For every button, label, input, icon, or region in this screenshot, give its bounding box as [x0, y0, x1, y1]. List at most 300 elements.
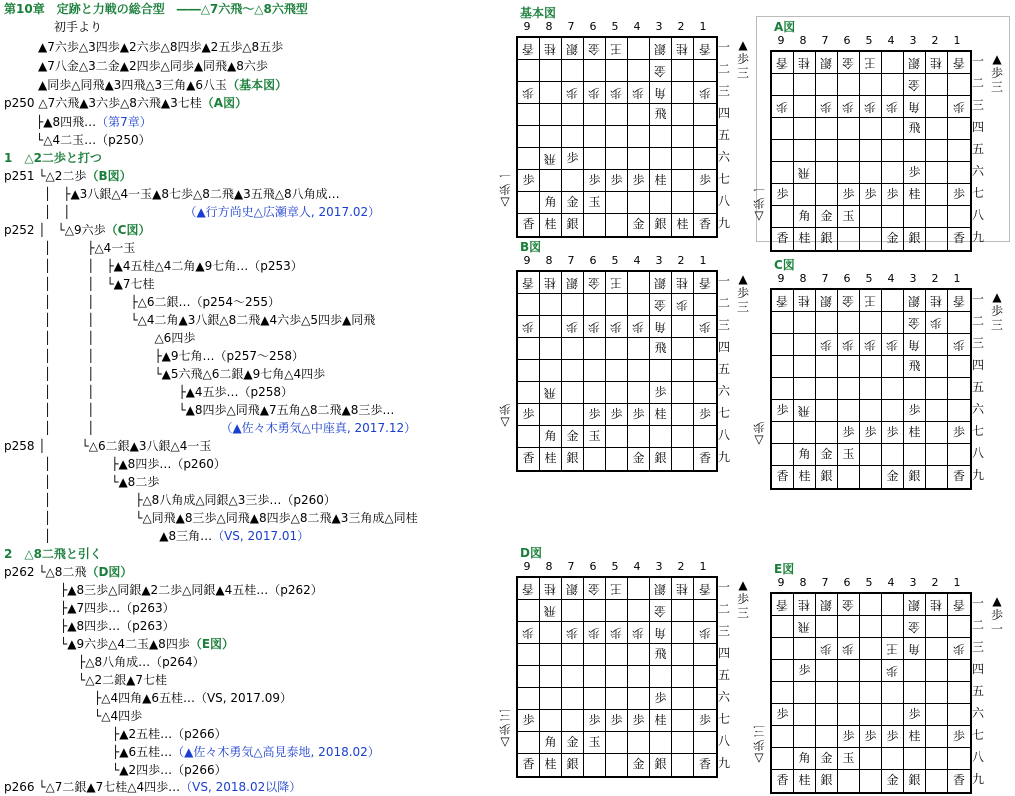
- board-square: [694, 732, 716, 754]
- board-square: [650, 82, 672, 104]
- tree-line-text: ▲7六歩△3四歩▲2六歩△8四歩▲2五歩△8五歩: [38, 40, 284, 54]
- shogi-piece: 銀: [566, 451, 579, 465]
- shogi-piece: 歩: [588, 320, 601, 334]
- board-square: [838, 228, 860, 250]
- row-label: 五: [718, 362, 731, 376]
- tree-line: [44, 509, 418, 527]
- board-square: [562, 382, 584, 404]
- row-labels: [972, 592, 984, 790]
- board-square: [606, 382, 628, 404]
- board-square: [926, 356, 948, 378]
- shogi-piece: 歩: [698, 320, 711, 334]
- board-square: [650, 148, 672, 170]
- board-square: [838, 638, 860, 660]
- gote-hand: △歩: [753, 420, 766, 448]
- column-label: 4: [887, 34, 895, 47]
- shogi-piece: 桂: [908, 425, 921, 439]
- shogi-piece: 金: [588, 42, 601, 56]
- tree-line-text: │ └▲8二歩: [44, 475, 160, 489]
- board-square: [628, 170, 650, 192]
- board-square: [860, 726, 882, 748]
- row-label: 六: [718, 384, 731, 398]
- game-ref: （▲行方尚史△広瀬章人, 2017.02）: [70, 205, 381, 219]
- board-square: [816, 594, 838, 616]
- board-square: [948, 770, 970, 792]
- board-square: [562, 272, 584, 294]
- board-square: [650, 754, 672, 776]
- column-label: 7: [821, 272, 829, 285]
- row-label: 六: [718, 690, 731, 704]
- board-square: [650, 688, 672, 710]
- board-square: [672, 578, 694, 600]
- board-square: [672, 104, 694, 126]
- tree-line-text: │ │ ├▲4五桂△4二角▲9七角…（p253）: [44, 259, 303, 273]
- board-square: [882, 290, 904, 312]
- board-square: [860, 704, 882, 726]
- board-square: [860, 74, 882, 96]
- diagram-title: E図: [774, 562, 795, 576]
- board-square: [606, 38, 628, 60]
- board-square: [816, 638, 838, 660]
- board-square: [882, 660, 904, 682]
- board-square: [518, 644, 540, 666]
- board-square: [584, 688, 606, 710]
- shogi-piece: 銀: [566, 582, 579, 596]
- shogi-piece: 桂: [544, 757, 557, 771]
- tree-line-text: └▲2四歩…（p266）: [112, 763, 227, 777]
- board-square: [860, 228, 882, 250]
- board-square: [948, 378, 970, 400]
- shogi-piece: 歩: [522, 173, 535, 187]
- column-label: 5: [611, 20, 619, 33]
- board-square: [904, 422, 926, 444]
- board-square: [672, 732, 694, 754]
- board-square: [838, 356, 860, 378]
- board-square: [540, 338, 562, 360]
- board-square: [882, 356, 904, 378]
- row-label: 二: [972, 76, 985, 90]
- board-square: [772, 770, 794, 792]
- board-square: [816, 334, 838, 356]
- board-square: [606, 754, 628, 776]
- tree-line-text: ▲7八金△3二金▲2四歩△同歩▲同飛▲8六歩: [38, 59, 268, 73]
- shogi-piece: 玉: [842, 447, 855, 461]
- row-label: 三: [972, 336, 985, 350]
- shogi-piece: 歩: [588, 407, 601, 421]
- board-square: [794, 290, 816, 312]
- shogi-piece: 歩: [610, 173, 623, 187]
- board-square: [694, 38, 716, 60]
- board-square: [904, 400, 926, 422]
- board-square: [772, 726, 794, 748]
- board-square: [540, 38, 562, 60]
- column-label: 4: [633, 254, 641, 267]
- shogi-piece: 歩: [776, 403, 789, 417]
- board-square: [562, 666, 584, 688]
- board-square: [606, 170, 628, 192]
- shogi-piece: 香: [522, 582, 535, 596]
- shogi-piece: 歩: [522, 626, 535, 640]
- tree-line: [60, 617, 175, 635]
- board-square: [794, 444, 816, 466]
- board-square: [794, 594, 816, 616]
- row-label: 三: [718, 84, 731, 98]
- board-square: [838, 444, 860, 466]
- tree-line-text: p252 │ └△9六歩: [4, 223, 106, 237]
- board-square: [794, 704, 816, 726]
- board-square: [904, 770, 926, 792]
- shogi-piece: 歩: [610, 86, 623, 100]
- board-square: [794, 466, 816, 488]
- board-square: [816, 378, 838, 400]
- board-square: [694, 148, 716, 170]
- column-label: 8: [545, 560, 553, 573]
- board-square: [904, 184, 926, 206]
- board-square: [904, 682, 926, 704]
- shogi-piece: 香: [522, 276, 535, 290]
- board-square: [672, 382, 694, 404]
- tree-line-text: ├▲2五桂…（p266）: [112, 727, 227, 741]
- board-square: [606, 316, 628, 338]
- shogi-piece: 金: [632, 757, 645, 771]
- board-square: [794, 96, 816, 118]
- shogi-piece: 歩: [522, 713, 535, 727]
- column-label: 8: [799, 272, 807, 285]
- shogi-piece: 香: [776, 598, 789, 612]
- tree-line: [44, 257, 303, 275]
- board-square: [882, 96, 904, 118]
- shogi-piece: 香: [952, 469, 965, 483]
- tree-line-text: └△2二銀▲7七桂: [78, 673, 167, 687]
- board-square: [650, 316, 672, 338]
- board-square: [904, 748, 926, 770]
- tree-line: [4, 778, 301, 796]
- board-square: [584, 404, 606, 426]
- board-square: [860, 162, 882, 184]
- board-square: [904, 74, 926, 96]
- board-square: [540, 148, 562, 170]
- board-square: [882, 162, 904, 184]
- tree-line-text: │ │ ├△6二銀…（p254～255）: [44, 295, 280, 309]
- board-square: [606, 338, 628, 360]
- board-square: [584, 754, 606, 776]
- board-square: [540, 126, 562, 148]
- shogi-piece: 歩: [908, 403, 921, 417]
- column-label: 2: [677, 20, 685, 33]
- column-label: 7: [821, 34, 829, 47]
- board-square: [926, 74, 948, 96]
- board-square: [838, 616, 860, 638]
- board-square: [672, 192, 694, 214]
- board-square: [518, 622, 540, 644]
- board-square: [882, 770, 904, 792]
- shogi-piece: 歩: [698, 407, 711, 421]
- board-square: [606, 104, 628, 126]
- board-square: [882, 638, 904, 660]
- board-square: [540, 644, 562, 666]
- tree-line-text: 1 △2二歩と打つ: [4, 151, 102, 165]
- board-square: [562, 360, 584, 382]
- column-label: 5: [865, 34, 873, 47]
- board-square: [948, 466, 970, 488]
- board-square: [860, 444, 882, 466]
- board-square: [562, 316, 584, 338]
- board-square: [606, 60, 628, 82]
- board-square: [628, 338, 650, 360]
- diagram-ref: （基本図）: [227, 78, 288, 92]
- board-square: [606, 666, 628, 688]
- board-square: [694, 126, 716, 148]
- shogi-piece: 歩: [632, 86, 645, 100]
- tree-line: [44, 365, 325, 383]
- board-square: [672, 294, 694, 316]
- shogi-piece: 飛: [544, 604, 557, 618]
- shogi-board: [770, 50, 972, 252]
- shogi-piece: 桂: [654, 713, 667, 727]
- board-square: [882, 118, 904, 140]
- shogi-piece: 桂: [798, 773, 811, 787]
- page-title: 第10章 定跡と力戦の総合型 ――△7六飛～△8六飛型: [4, 2, 308, 16]
- shogi-piece: 金: [632, 451, 645, 465]
- shogi-piece: 銀: [566, 42, 579, 56]
- shogi-piece: 歩: [842, 642, 855, 656]
- column-label: 6: [843, 576, 851, 589]
- row-label: 三: [972, 98, 985, 112]
- board-square: [860, 334, 882, 356]
- row-labels: [718, 576, 730, 774]
- shogi-piece: 桂: [908, 729, 921, 743]
- shogi-piece: 歩: [908, 165, 921, 179]
- board-square: [628, 426, 650, 448]
- shogi-piece: 歩: [588, 173, 601, 187]
- shogi-piece: 桂: [676, 42, 689, 56]
- game-ref: （VS, 2018.02以降）: [180, 780, 302, 794]
- board-square: [540, 622, 562, 644]
- board-square: [772, 74, 794, 96]
- board-square: [882, 228, 904, 250]
- board-square: [606, 710, 628, 732]
- board-square: [794, 682, 816, 704]
- board-square: [772, 400, 794, 422]
- board-square: [540, 294, 562, 316]
- board-square: [606, 272, 628, 294]
- board-square: [926, 400, 948, 422]
- shogi-piece: 金: [886, 469, 899, 483]
- shogi-piece: 歩: [930, 316, 943, 330]
- shogi-piece: 角: [908, 642, 921, 656]
- shogi-piece: 香: [952, 773, 965, 787]
- board-square: [948, 444, 970, 466]
- board-square: [694, 82, 716, 104]
- board-square: [794, 422, 816, 444]
- diagram-ref: （A図）: [201, 96, 248, 110]
- board-square: [584, 126, 606, 148]
- board-square: [518, 316, 540, 338]
- shogi-piece: 香: [522, 217, 535, 231]
- shogi-piece: 桂: [798, 598, 811, 612]
- board-square: [584, 666, 606, 688]
- board-square: [584, 60, 606, 82]
- column-label: 6: [843, 272, 851, 285]
- board-square: [672, 360, 694, 382]
- board-square: [606, 294, 628, 316]
- board-square: [948, 638, 970, 660]
- board-square: [672, 126, 694, 148]
- row-label: 四: [718, 340, 731, 354]
- board-square: [562, 214, 584, 236]
- shogi-piece: 歩: [632, 713, 645, 727]
- shogi-piece: 飛: [654, 647, 667, 661]
- board-square: [816, 400, 838, 422]
- tree-line: [38, 76, 287, 94]
- board-square: [882, 400, 904, 422]
- shogi-piece: 金: [654, 298, 667, 312]
- board-square: [838, 334, 860, 356]
- row-label: 二: [718, 296, 731, 310]
- board-square: [584, 448, 606, 470]
- gote-hand: △歩: [499, 402, 512, 430]
- board-square: [772, 334, 794, 356]
- board-square: [694, 404, 716, 426]
- shogi-piece: 歩: [864, 338, 877, 352]
- tree-line-text: 2 △8二飛と引く: [4, 547, 102, 561]
- tree-line-text: p258 │ └△6二銀▲3八銀△4一玉: [4, 439, 212, 453]
- shogi-board: [770, 592, 972, 794]
- board-square: [518, 666, 540, 688]
- shogi-piece: 歩: [842, 425, 855, 439]
- board-square: [904, 118, 926, 140]
- shogi-piece: 歩: [610, 320, 623, 334]
- column-label: 7: [567, 254, 575, 267]
- board-square: [838, 162, 860, 184]
- board-square: [694, 170, 716, 192]
- shogi-piece: 銀: [566, 276, 579, 290]
- shogi-piece: 歩: [522, 86, 535, 100]
- board-square: [540, 578, 562, 600]
- board-square: [628, 688, 650, 710]
- row-label: 四: [718, 646, 731, 660]
- board-square: [860, 748, 882, 770]
- shogi-piece: 歩: [654, 691, 667, 705]
- shogi-piece: 銀: [654, 451, 667, 465]
- row-label: 六: [972, 164, 985, 178]
- board-square: [948, 726, 970, 748]
- board-square: [518, 688, 540, 710]
- shogi-piece: 桂: [544, 451, 557, 465]
- shogi-piece: 金: [566, 195, 579, 209]
- tree-line-text: ├▲8四歩…（p263）: [60, 619, 175, 633]
- shogi-piece: 金: [588, 582, 601, 596]
- tree-line-text: ▲同歩△同飛▲3四飛△3三角▲6八玉: [38, 78, 228, 92]
- shogi-piece: 歩: [952, 729, 965, 743]
- sente-hand: ▲歩三: [990, 52, 1003, 94]
- shogi-piece: 歩: [864, 100, 877, 114]
- board-square: [562, 426, 584, 448]
- board-square: [584, 316, 606, 338]
- shogi-piece: 金: [654, 64, 667, 78]
- board-square: [606, 192, 628, 214]
- tree-line-text: │ ▲8三角…: [44, 529, 213, 543]
- board-square: [860, 206, 882, 228]
- board-square: [794, 206, 816, 228]
- shogi-piece: 歩: [698, 626, 711, 640]
- column-label: 3: [909, 576, 917, 589]
- board-square: [926, 312, 948, 334]
- board-square: [860, 96, 882, 118]
- tree-line-text: │ │: [44, 421, 95, 435]
- tree-line: [112, 725, 227, 743]
- shogi-piece: 金: [820, 447, 833, 461]
- tree-line: [44, 401, 394, 419]
- board-square: [772, 290, 794, 312]
- board-square: [650, 338, 672, 360]
- tree-line: [4, 94, 247, 112]
- row-label: 三: [718, 318, 731, 332]
- shogi-piece: 桂: [544, 42, 557, 56]
- board-square: [882, 682, 904, 704]
- board-square: [948, 748, 970, 770]
- board-square: [794, 74, 816, 96]
- board-square: [882, 74, 904, 96]
- shogi-piece: 金: [908, 620, 921, 634]
- board-square: [672, 38, 694, 60]
- shogi-piece: 銀: [820, 598, 833, 612]
- shogi-piece: 玉: [588, 735, 601, 749]
- board-square: [882, 140, 904, 162]
- row-label: 一: [972, 54, 985, 68]
- board-square: [904, 334, 926, 356]
- board-square: [926, 378, 948, 400]
- board-square: [650, 38, 672, 60]
- shogi-piece: 歩: [864, 729, 877, 743]
- shogi-piece: 銀: [908, 294, 921, 308]
- shogi-piece: 飛: [798, 620, 811, 634]
- diagram-ref: （D図）: [86, 565, 133, 579]
- board-square: [518, 404, 540, 426]
- tree-line-text: ├▲7四歩…（p263）: [60, 601, 175, 615]
- board-square: [816, 682, 838, 704]
- board-square: [584, 148, 606, 170]
- row-label: 四: [972, 358, 985, 372]
- board-square: [628, 104, 650, 126]
- shogi-board: [770, 288, 972, 490]
- board-square: [816, 184, 838, 206]
- column-label: 4: [887, 272, 895, 285]
- column-labels: [516, 254, 714, 267]
- tree-line: [4, 563, 132, 581]
- board-square: [562, 338, 584, 360]
- column-label: 6: [589, 20, 597, 33]
- board-square: [562, 732, 584, 754]
- board-square: [926, 748, 948, 770]
- shogi-piece: 香: [776, 294, 789, 308]
- tree-line: [54, 18, 102, 36]
- board-square: [584, 192, 606, 214]
- board-square: [904, 594, 926, 616]
- board-square: [882, 704, 904, 726]
- shogi-piece: 銀: [654, 276, 667, 290]
- shogi-piece: 銀: [908, 469, 921, 483]
- board-square: [926, 96, 948, 118]
- shogi-piece: 桂: [654, 407, 667, 421]
- column-label: 1: [699, 560, 707, 573]
- tree-line-text: ├▲6五桂…: [112, 745, 173, 759]
- board-square: [606, 622, 628, 644]
- shogi-piece: 歩: [610, 407, 623, 421]
- shogi-piece: 歩: [632, 407, 645, 421]
- board-square: [926, 444, 948, 466]
- tree-line-text: ├▲8四飛…: [36, 115, 97, 129]
